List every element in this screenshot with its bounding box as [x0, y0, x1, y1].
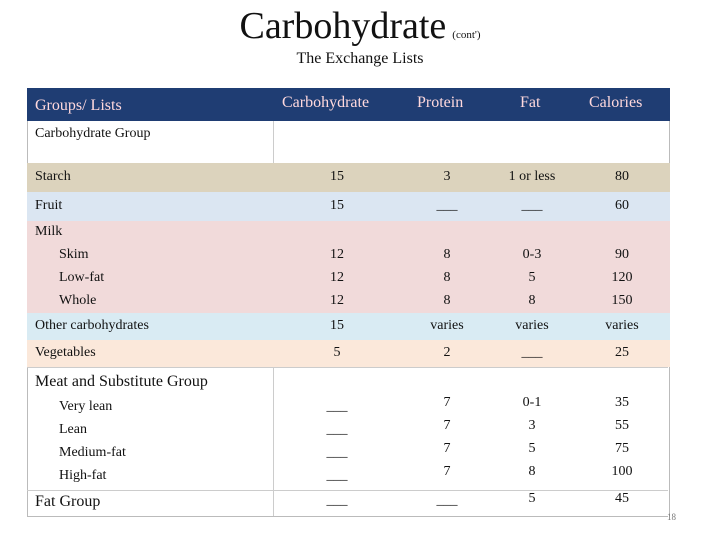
carb-value: ___: [326, 399, 348, 414]
carb-value: 12: [330, 247, 344, 262]
carb-group-label: Carbohydrate Group: [35, 126, 151, 141]
carb-value: 15: [330, 318, 344, 333]
protein-value: 7: [443, 418, 451, 433]
meat-group: [27, 367, 668, 491]
table-row: [27, 313, 670, 340]
fat-value: 5: [528, 491, 536, 506]
row-name: Other carbohydrates: [35, 318, 149, 333]
fat-value: varies: [515, 318, 549, 333]
cal-value: 120: [611, 270, 633, 285]
header-fat: Fat: [520, 94, 541, 111]
row-name: Lean: [59, 422, 87, 437]
carb-value: 15: [330, 169, 344, 184]
row-name: High-fat: [59, 468, 107, 483]
protein-value: 8: [443, 247, 451, 262]
fat-value: 0-3: [522, 247, 542, 262]
carb-value: ___: [326, 422, 348, 437]
header-calories: Calories: [589, 94, 643, 111]
table-row: [27, 163, 670, 192]
cal-value: 75: [615, 441, 629, 456]
protein-value: 7: [443, 395, 451, 410]
row-name: Fruit: [35, 198, 63, 213]
carb-value: ___: [326, 445, 348, 460]
protein-value: 8: [443, 293, 451, 308]
row-name: Milk: [35, 224, 63, 239]
slide-title: [0, 4, 720, 48]
row-name: Skim: [59, 247, 89, 262]
cal-value: 45: [615, 491, 629, 506]
row-name: Very lean: [59, 399, 113, 414]
title-text: Carbohydrate: [239, 5, 447, 47]
fat-value: ___: [521, 345, 543, 360]
protein-value: 3: [443, 169, 451, 184]
carb-value: 15: [330, 198, 344, 213]
protein-value: varies: [430, 318, 464, 333]
cal-value: 60: [615, 198, 629, 213]
protein-value: 2: [443, 345, 451, 360]
fat-value: 3: [528, 418, 536, 433]
carb-value: 12: [330, 293, 344, 308]
header-carbohydrate: Carbohydrate: [282, 94, 370, 111]
row-name: Medium-fat: [59, 445, 126, 460]
meat-group-label: Meat and Substitute Group: [35, 373, 208, 390]
carb-group-row: [27, 121, 670, 164]
protein-value: ___: [436, 493, 458, 508]
fat-value: ___: [521, 198, 543, 213]
table-row: [27, 221, 670, 313]
carb-value: ___: [326, 468, 348, 483]
cal-value: 80: [615, 169, 629, 184]
cal-value: 25: [615, 345, 629, 360]
row-name: Whole: [59, 293, 97, 308]
cal-value: 90: [615, 247, 629, 262]
table-row: [27, 340, 670, 367]
fat-value: 0-1: [522, 395, 542, 410]
carb-value: 5: [333, 345, 341, 360]
protein-value: ___: [436, 198, 458, 213]
cal-value: 100: [611, 464, 633, 479]
protein-value: 7: [443, 441, 451, 456]
cal-value: varies: [605, 318, 639, 333]
row-name: Starch: [35, 169, 71, 184]
cal-value: 35: [615, 395, 629, 410]
fat-value: 8: [528, 464, 536, 479]
fat-value: 5: [528, 441, 536, 456]
table-header: [27, 88, 670, 121]
protein-value: 8: [443, 270, 451, 285]
fat-group-label: Fat Group: [35, 493, 101, 510]
row-name: Low-fat: [59, 270, 105, 285]
fat-group-row: [27, 489, 668, 517]
title-suffix: (cont'): [452, 29, 481, 41]
fat-value: 1 or less: [508, 169, 556, 184]
slide-number: 18: [667, 512, 676, 522]
header-groups: Groups/ Lists: [35, 97, 122, 114]
cal-value: 150: [611, 293, 633, 308]
carb-value: 12: [330, 270, 344, 285]
subtitle: The Exchange Lists: [296, 50, 424, 67]
row-name: Vegetables: [35, 345, 96, 360]
header-protein: Protein: [417, 94, 464, 111]
carb-value: ___: [326, 493, 348, 508]
protein-value: 7: [443, 464, 451, 479]
fat-value: 8: [528, 293, 536, 308]
table-row: [27, 192, 670, 221]
fat-value: 5: [528, 270, 536, 285]
cal-value: 55: [615, 418, 629, 433]
